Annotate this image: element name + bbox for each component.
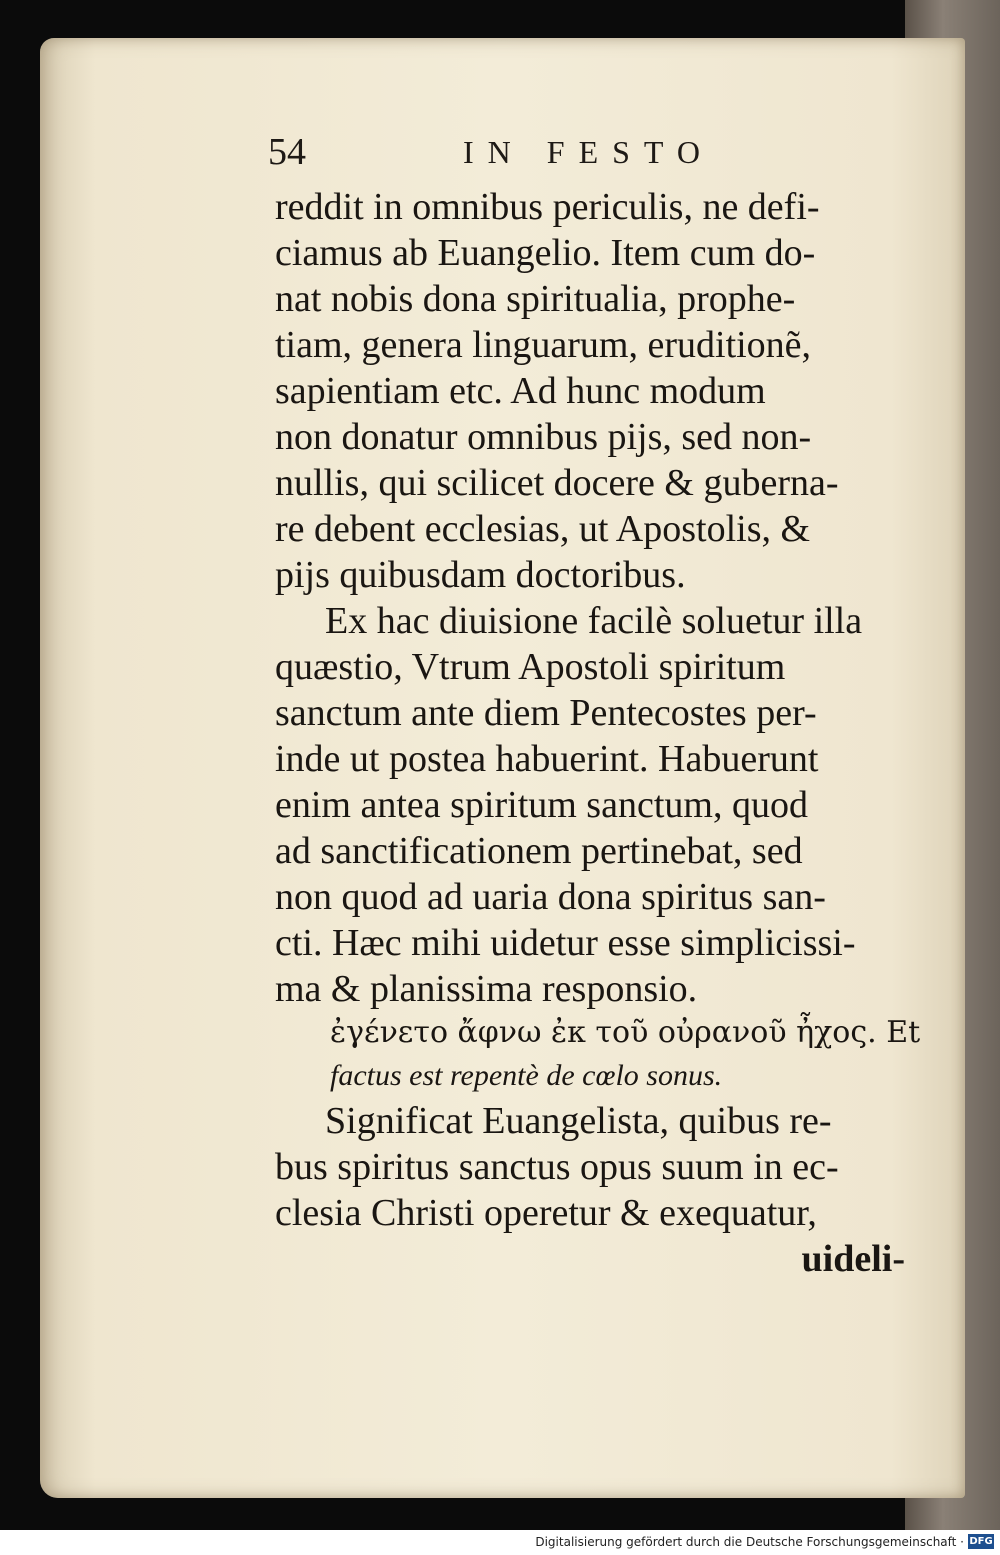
text-line: pijs quibusdam doctoribus. bbox=[275, 554, 686, 596]
text-line: quæstio, Vtrum Apostoli spiritum bbox=[275, 646, 786, 688]
text-line: nullis, qui scilicet docere & guberna- bbox=[275, 462, 839, 504]
text-line: ciamus ab Euangelio. Item cum do- bbox=[275, 232, 816, 274]
page-body bbox=[275, 184, 921, 1282]
text-line: sapientiam etc. Ad hunc modum bbox=[275, 370, 766, 412]
paragraph-1 bbox=[275, 184, 915, 598]
text-line: Ex hac diuisione facilè soluetur illa bbox=[325, 600, 863, 642]
text-line: clesia Christi operetur & exequatur, bbox=[275, 1192, 817, 1234]
text-line: enim antea spiritum sanctum, quod bbox=[275, 784, 808, 826]
page-number: 54 bbox=[268, 131, 306, 173]
dfg-logo: DFG bbox=[969, 1536, 993, 1547]
text-line: ad sanctificationem pertinebat, sed bbox=[275, 830, 803, 872]
text-line: inde ut postea habuerint. Habuerunt bbox=[275, 738, 819, 780]
text-line: reddit in omnibus periculis, ne defi- bbox=[275, 186, 820, 228]
running-title: IN FESTO bbox=[463, 134, 714, 170]
digitization-footer bbox=[0, 1530, 1000, 1555]
text-line: non donatur omnibus pijs, sed non- bbox=[275, 416, 812, 458]
funding-credit: Digitalisierung gefördert durch die Deutsche Forschungsgemeinschaft · bbox=[535, 1535, 964, 1549]
page-header bbox=[268, 130, 908, 174]
paragraph-3 bbox=[275, 1098, 915, 1236]
text-line: re debent ecclesias, ut Apostolis, & bbox=[275, 508, 811, 550]
text-line: non quod ad uaria dona spiritus san- bbox=[275, 876, 826, 918]
latin-quotation: factus est repentè de cœlo sonus. bbox=[330, 1059, 723, 1092]
text-line: bus spiritus sanctus opus suum in ec- bbox=[275, 1146, 839, 1188]
text-line: ma & planissima responsio. bbox=[275, 968, 698, 1010]
greek-quotation: ἐγένετο ἄφνω ἐκ τοῦ οὐρανοῦ ἦχος. Et bbox=[330, 1015, 921, 1050]
text-line: sanctum ante diem Pentecostes per- bbox=[275, 692, 817, 734]
text-line: Significat Euangelista, quibus re- bbox=[325, 1100, 832, 1142]
text-line: tiam, genera linguarum, eruditionẽ, bbox=[275, 324, 812, 366]
paragraph-2 bbox=[275, 598, 915, 1012]
text-line: cti. Hæc mihi uidetur esse simplicissi- bbox=[275, 922, 856, 964]
text-line: nat nobis dona spiritualia, prophe- bbox=[275, 278, 796, 320]
catchword: uideli- bbox=[801, 1238, 905, 1280]
